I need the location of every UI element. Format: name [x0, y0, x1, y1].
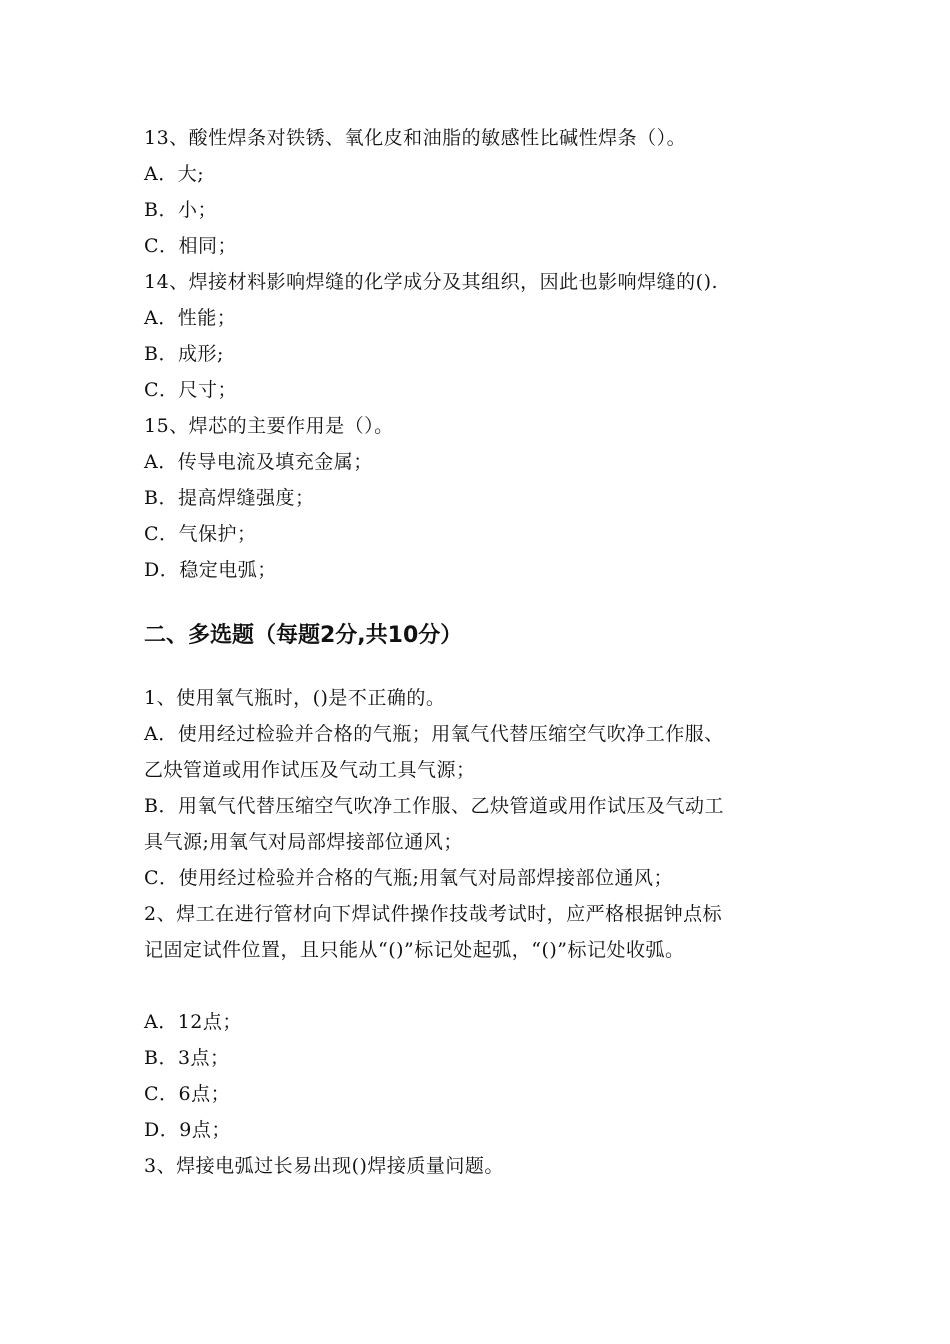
- question-14-option-c: C．尺寸；: [144, 379, 238, 401]
- mc-question-1-option-a-line2: 乙炔管道或用作试压及气动工具气源；: [144, 759, 476, 781]
- question-14-stem: 14、焊接材料影响焊缝的化学成分及其组织，因此也影响焊缝的().: [144, 271, 719, 293]
- mc-question-2-stem-line2: 记固定试件位置，且只能从“()”标记处起弧，“()”标记处收弧。: [144, 939, 685, 961]
- mc-question-3-stem: 3、焊接电弧过长易出现()焊接质量问题。: [144, 1155, 504, 1177]
- question-15-stem: 15、焊芯的主要作用是（）。: [144, 415, 394, 437]
- mc-question-1-option-c: C．使用经过检验并合格的气瓶;用氧气对局部焊接部位通风；: [144, 867, 673, 889]
- question-13-option-b: B．小；: [144, 199, 217, 221]
- mc-question-2-option-b: B．3点；: [144, 1047, 230, 1069]
- question-14-option-b: B．成形;: [144, 343, 224, 365]
- mc-question-1-option-b-line1: B．用氧气代替压缩空气吹净工作服、乙炔管道或用作试压及气动工: [144, 795, 724, 817]
- mc-question-1-stem: 1、使用氧气瓶时，()是不正确的。: [144, 687, 446, 709]
- section-title-multiple-choice: 二、多选题（每题2分,共10分）: [144, 623, 463, 648]
- question-13-stem: 13、酸性焊条对铁锈、氧化皮和油脂的敏感性比碱性焊条（）。: [144, 127, 687, 149]
- question-15-option-d: D．稳定电弧；: [144, 559, 277, 581]
- question-14-option-a: A．性能；: [144, 307, 237, 329]
- mc-question-2-option-a: A．12点；: [144, 1011, 242, 1033]
- mc-question-1-option-a-line1: A．使用经过检验并合格的气瓶；用氧气代替压缩空气吹净工作服、: [144, 723, 724, 745]
- question-15-option-b: B．提高焊缝强度；: [144, 487, 315, 509]
- question-13-option-c: C．相同；: [144, 235, 238, 257]
- document-page: [144, 120, 844, 1184]
- mc-question-2-option-c: C．6点；: [144, 1083, 231, 1105]
- question-13-option-a: A．大;: [144, 163, 205, 185]
- question-15-option-a: A．传导电流及填充金属；: [144, 451, 373, 473]
- mc-question-2-stem-line1: 2、焊工在进行管材向下焊试件操作技哉考试时，应严格根据钟点标: [144, 903, 723, 925]
- mc-question-2-option-d: D．9点；: [144, 1119, 231, 1141]
- question-15-option-c: C．气保护；: [144, 523, 257, 545]
- paragraph-gap: [144, 968, 844, 1004]
- mc-question-1-option-b-line2: 具气源;用氧气对局部焊接部位通风；: [144, 831, 463, 853]
